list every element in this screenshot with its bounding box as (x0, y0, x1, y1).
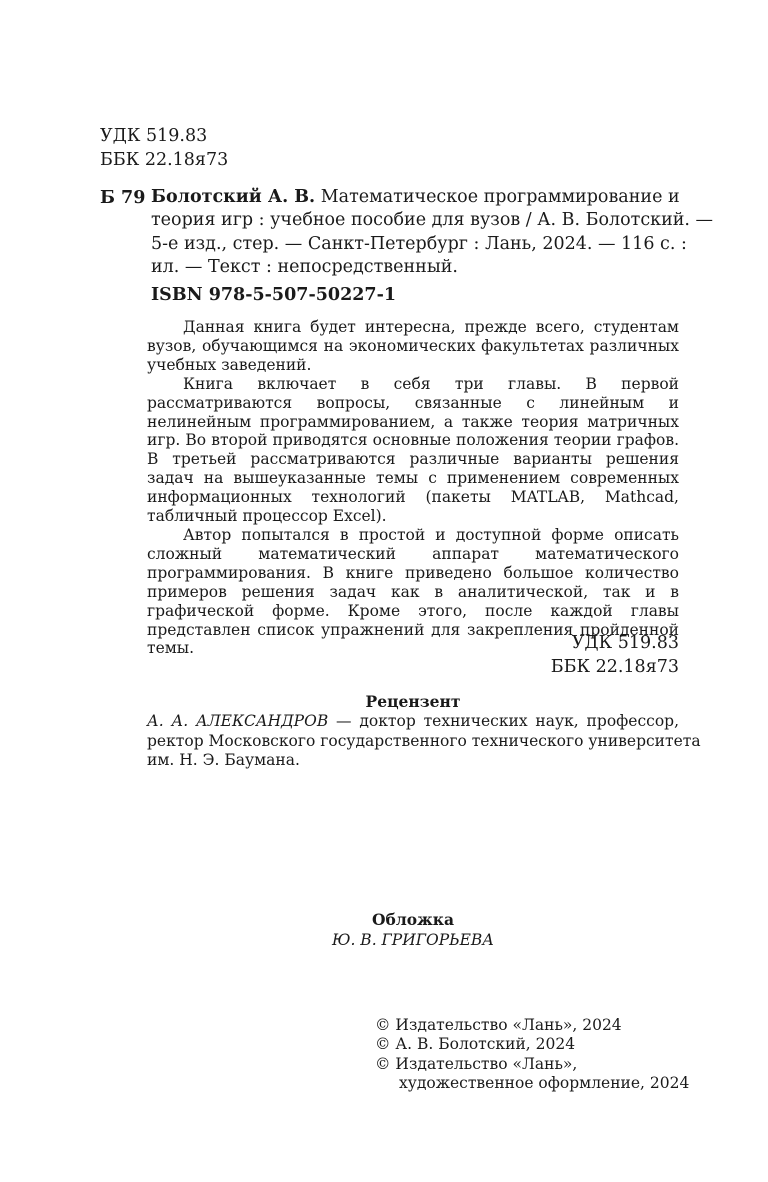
copyright-line: © А. В. Болотский, 2024 (375, 1035, 576, 1054)
copyright-line: © Издательство «Лань», (375, 1054, 578, 1073)
citation-author: Болотский А. В. (151, 187, 316, 207)
citation-title: Математическое программирование и (315, 187, 680, 207)
bbk-code-right: ББК 22.18я73 (550, 657, 679, 677)
classification-block-right (479, 631, 679, 679)
copyright-line: художественное оформление, 2024 (399, 1074, 690, 1093)
reviewer-line-3: им. Н. Э. Баумана. (147, 751, 300, 769)
reviewer-heading: Рецензент (365, 692, 461, 711)
reviewer-text (147, 712, 701, 771)
annotation-paragraph: Книга включает в себя три главы. В первой рассматриваются вопросы, связанные с линейным и нелинейным программированием, а также теория матричных игр. Во второй приводятся основные положения теории графов. В третьей рассматриваются различные варианты решения задач на вышеуказанные темы с применением современных информационных технологий (пакеты MATLAB, Mathcad, табличный процессор Excel). (147, 374, 679, 526)
citation-line-1 (151, 186, 679, 209)
reviewer-name: А. А. АЛЕКСАНДРОВ (147, 712, 329, 730)
bbk-code: ББК 22.18я73 (100, 150, 229, 170)
cover-heading: Обложка (372, 910, 454, 929)
reviewer-title: — доктор технических наук, профессор, (328, 712, 679, 730)
reviewer-line-1 (147, 712, 679, 732)
udk-code: УДК 519.83 (100, 126, 208, 146)
annotation-paragraph: Данная книга будет интересна, прежде всего, студентам вузов, обучающимся на экономических факультетах различных учебных заведений. (147, 318, 679, 374)
annotation (147, 318, 679, 658)
copyright-block (375, 1016, 690, 1094)
bibliographic-citation (151, 186, 714, 279)
classification-block (100, 124, 228, 172)
reviewer-line-2: ректор Московского государственного технического университета (147, 731, 701, 750)
isbn: ISBN 978-5-507-50227-1 (151, 285, 397, 305)
annotation-paragraph: Автор попытался в простой и доступной форме описать сложный математический аппарат математического программирования. В книге приведено большое количество примеров решения задач как в аналитической, так и в графической форме. Кроме этого, после каждой главы представлен список упражнений для закрепления пройденной темы. (147, 525, 679, 658)
citation-line-4: ил. — Текст : непосредственный. (151, 256, 458, 277)
udk-code-right: УДК 519.83 (571, 633, 679, 653)
author-mark: Б 79 (100, 188, 146, 208)
cover-designer: Ю. В. ГРИГОРЬЕВА (331, 931, 495, 949)
copyright-line: © Издательство «Лань», 2024 (375, 1016, 622, 1034)
citation-line-2: теория игр : учебное пособие для вузов / А. В. Болотский. — (151, 210, 714, 231)
citation-line-3: 5-е изд., стер. — Санкт-Петербург : Лань, 2024. — 116 с. : (151, 233, 687, 254)
